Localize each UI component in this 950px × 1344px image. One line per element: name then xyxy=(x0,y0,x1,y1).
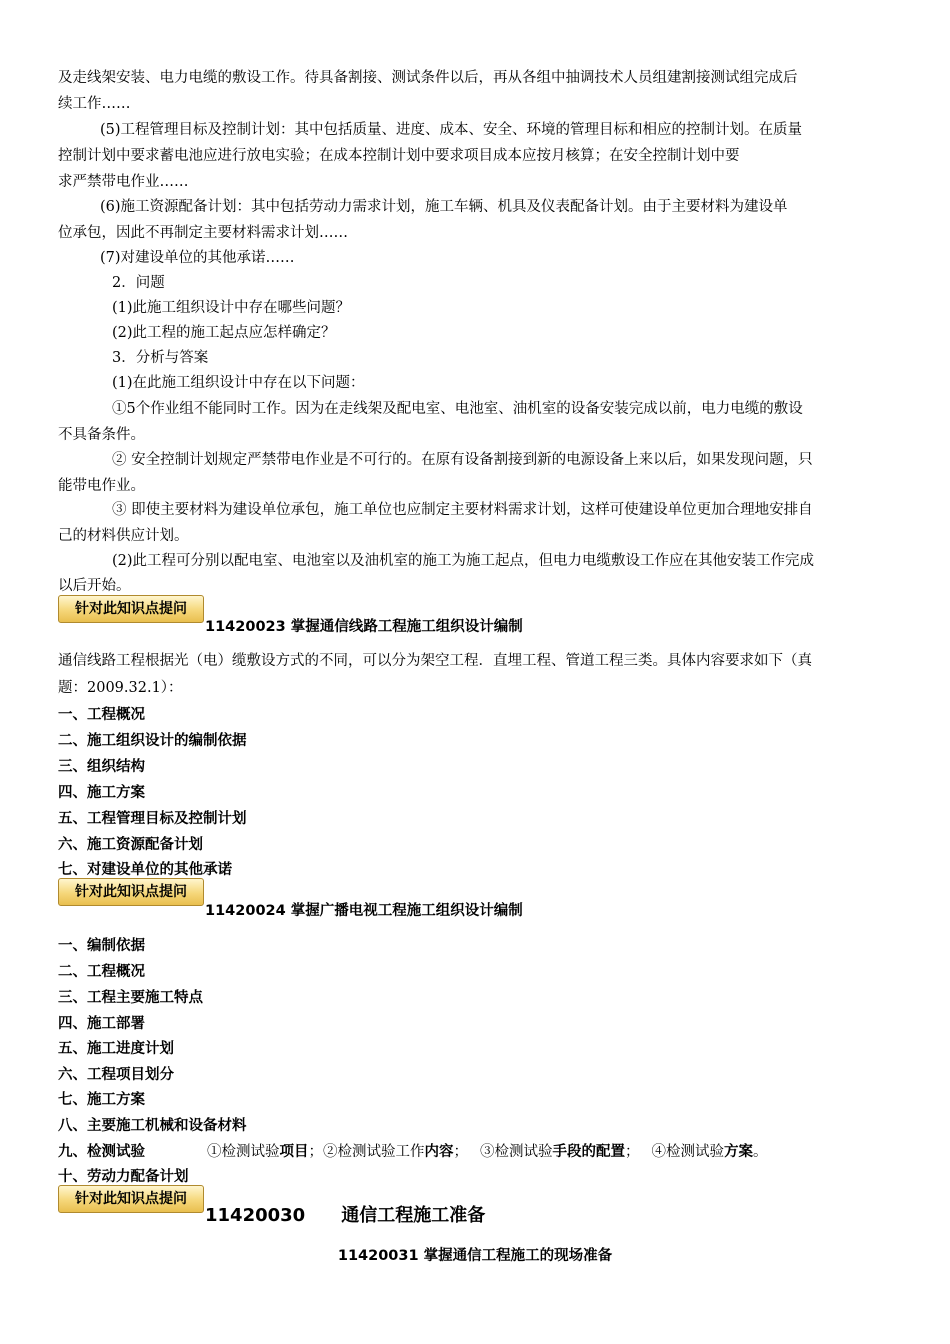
test-detail-text: ①检测试验 xyxy=(207,1144,280,1160)
test-detail-text: ④检测试验 xyxy=(651,1144,724,1160)
outline-item: 一、工程概况 xyxy=(58,707,145,723)
section-title: 11420023 掌握通信线路工程施工组织设计编制 xyxy=(205,619,523,635)
test-detail-keyword: 项目 xyxy=(279,1144,309,1160)
outline-item: 二、施工组织设计的编制依据 xyxy=(58,733,247,749)
test-detail-text: ③检测试验 xyxy=(480,1144,553,1160)
body-line: (5)工程管理目标及控制计划：其中包括质量、进度、成本、安全、环境的管理目标和相应的控制计划。在质量 xyxy=(100,122,803,138)
outline-item: 四、施工方案 xyxy=(58,785,145,801)
answer-heading: 3．分析与答案 xyxy=(112,350,209,366)
test-detail-keyword: 手段的配置 xyxy=(552,1144,625,1160)
outline-item: 八、主要施工机械和设备材料 xyxy=(58,1118,247,1134)
outline-item: 四、施工部署 xyxy=(58,1016,145,1032)
section-intro: 题：2009.32.1）： xyxy=(58,680,183,696)
test-detail-line xyxy=(207,1139,768,1165)
outline-item: 三、组织结构 xyxy=(58,759,145,775)
body-line: 能带电作业。 xyxy=(58,478,145,494)
question-heading: 2．问题 xyxy=(112,275,165,291)
outline-item: 三、工程主要施工特点 xyxy=(58,990,203,1006)
answer-item: ② 安全控制计划规定严禁带电作业是不可行的。在原有设备割接到新的电源设备上来以后，如果发现问题，只 xyxy=(112,452,813,468)
outline-item: 七、施工方案 xyxy=(58,1092,145,1108)
answer-item: ③ 即使主要材料为建设单位承包，施工单位也应制定主要材料需求计划，这样可使建设单位更加合理地安排自 xyxy=(112,502,813,518)
body-line: 位承包，因此不再制定主要材料需求计划…… xyxy=(58,225,348,241)
outline-item: 五、工程管理目标及控制计划 xyxy=(58,811,247,827)
body-line: 以后开始。 xyxy=(58,578,131,594)
ask-question-button[interactable]: 针对此知识点提问 xyxy=(58,878,204,906)
body-line: 续工作…… xyxy=(58,96,131,112)
body-line: 求严禁带电作业…… xyxy=(58,174,189,190)
ask-question-button[interactable]: 针对此知识点提问 xyxy=(58,595,204,623)
outline-item: 一、编制依据 xyxy=(58,938,145,954)
test-detail-keyword: 内容 xyxy=(424,1144,454,1160)
ask-question-button[interactable]: 针对此知识点提问 xyxy=(58,1185,204,1213)
chapter-title xyxy=(205,1201,485,1231)
body-line: (7)对建设单位的其他承诺…… xyxy=(100,250,295,266)
outline-item: 六、工程项目划分 xyxy=(58,1067,174,1083)
question-item: (2)此工程的施工起点应怎样确定？ xyxy=(112,325,336,341)
outline-item: 十、劳动力配备计划 xyxy=(58,1169,189,1185)
test-detail-keyword: 方案 xyxy=(724,1144,753,1160)
section-intro: 通信线路工程根据光（电）缆敷设方式的不同，可以分为架空工程．直埋工程、管道工程三类。具体内容要求如下（真 xyxy=(58,653,812,669)
answer-item: (2)此工程可分别以配电室、电池室以及油机室的施工为施工起点，但电力电缆敷设工作应在其他安装工作完成 xyxy=(112,553,815,569)
test-detail-text: ； xyxy=(625,1144,640,1160)
answer-item: (1)在此施工组织设计中存在以下问题： xyxy=(112,375,365,391)
section-title: 11420024 掌握广播电视工程施工组织设计编制 xyxy=(205,903,523,919)
body-line: 及走线架安装、电力电缆的敷设工作。待具备割接、测试条件以后，再从各组中抽调技术人员组建割接测试组完成后 xyxy=(58,70,798,86)
chapter-name: 通信工程施工准备 xyxy=(341,1205,486,1226)
test-detail-text: 。 xyxy=(753,1144,768,1160)
outline-item: 二、工程概况 xyxy=(58,964,145,980)
test-detail-text: ；②检测试验工作 xyxy=(308,1144,425,1160)
outline-item: 九、检测试验 xyxy=(58,1144,145,1160)
outline-item: 七、对建设单位的其他承诺 xyxy=(58,862,232,878)
question-item: (1)此施工组织设计中存在哪些问题？ xyxy=(112,300,351,316)
body-line: 不具备条件。 xyxy=(58,427,145,443)
answer-item: ①5个作业组不能同时工作。因为在走线架及配电室、电池室、油机室的设备安装完成以前，电力电缆的敷设 xyxy=(112,401,803,417)
outline-item: 五、施工进度计划 xyxy=(58,1041,174,1057)
body-line: (6)施工资源配备计划：其中包括劳动力需求计划，施工车辆、机具及仪表配备计划。由于主要材料为建设单 xyxy=(100,199,788,215)
body-line: 己的材料供应计划。 xyxy=(58,528,189,544)
chapter-code: 11420030 xyxy=(205,1205,306,1226)
test-detail-text: ； xyxy=(453,1144,468,1160)
outline-item: 六、施工资源配备计划 xyxy=(58,837,203,853)
body-line: 控制计划中要求蓄电池应进行放电实验；在成本控制计划中要求项目成本应按月核算；在安全控制计划中要 xyxy=(58,148,740,164)
section-title: 11420031 掌握通信工程施工的现场准备 xyxy=(337,1248,613,1264)
